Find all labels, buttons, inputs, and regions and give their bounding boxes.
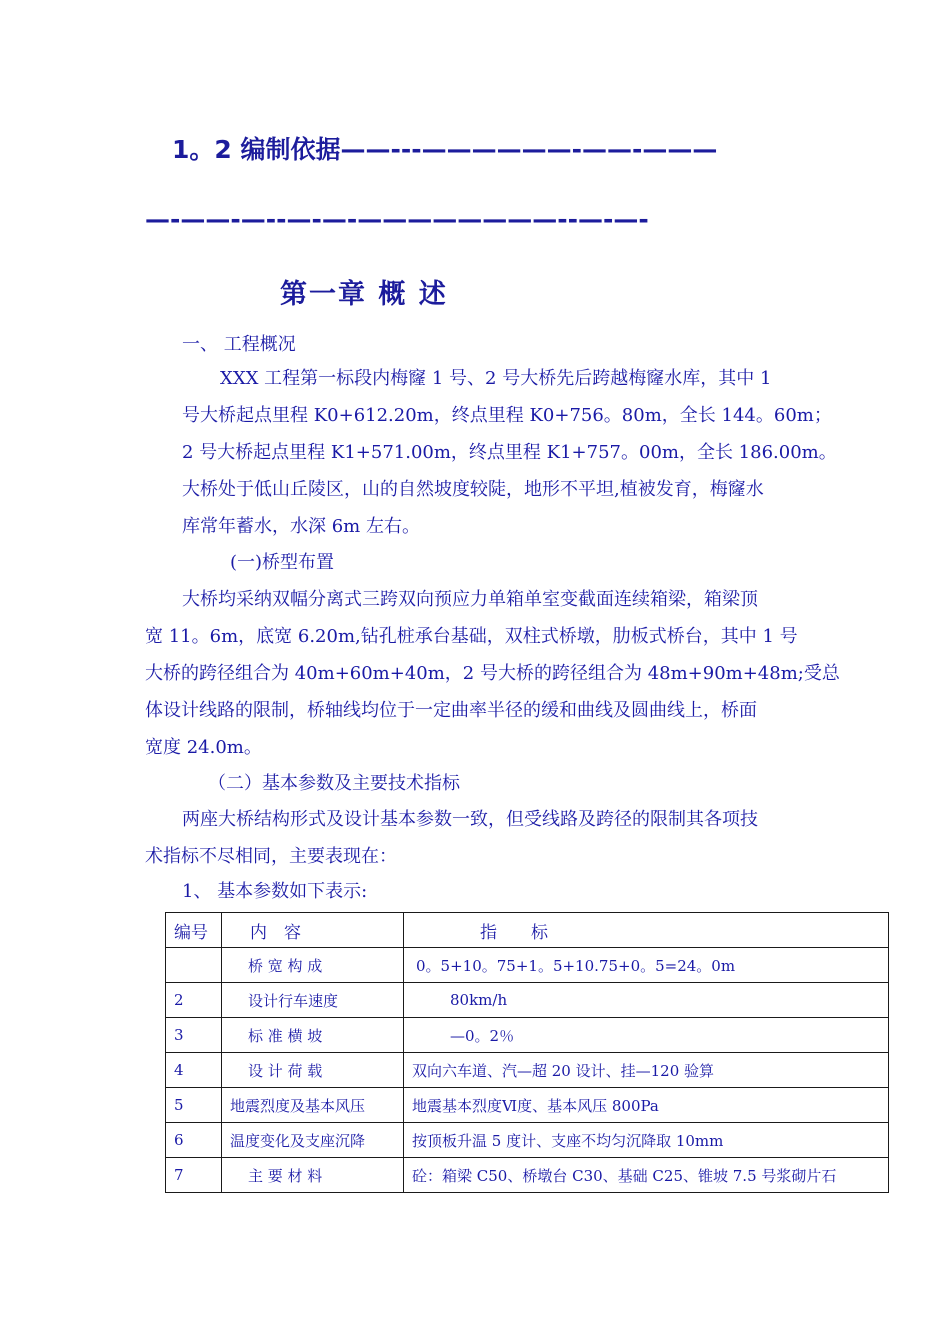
paragraph-line: 库常年蓄水，水深 6m 左右。	[182, 516, 420, 537]
toc-entry-line-1[interactable]: 1。2 编制依据——---——————-——-———	[172, 135, 718, 164]
paragraph-line: 2 号大桥起点里程 K1+571.00m，终点里程 K1+757。00m，全长 186.00m。	[182, 442, 837, 463]
paragraph-line: 体设计线路的限制，桥轴线均位于一定曲率半径的缓和曲线及圆曲线上，桥面	[145, 700, 757, 721]
cell-number: 3	[166, 1018, 222, 1053]
paragraph-line: 大桥均采纳双幅分离式三跨双向预应力单箱单室变截面连续箱梁，箱梁顶	[182, 589, 758, 610]
table-row	[166, 1088, 889, 1123]
subsection-heading: （二）基本参数及主要技术指标	[208, 773, 460, 794]
cell-value: —0。2％	[404, 1018, 889, 1053]
paragraph-line: 大桥的跨径组合为 40m+60m+40m，2 号大桥的跨径组合为 48m+90m+48m;受总	[145, 663, 840, 684]
table-row	[166, 1053, 889, 1088]
cell-content: 标 准 横 坡	[222, 1018, 404, 1053]
section-heading: 一、 工程概况	[182, 334, 296, 355]
cell-value: 0。5+10。75+1。5+10.75+0。5=24。0m	[404, 948, 889, 983]
paragraph-line: XXX 工程第一标段内梅窿 1 号、2 号大桥先后跨越梅窿水库，其中 1	[220, 368, 772, 389]
cell-number	[166, 948, 222, 983]
paragraph-line: 号大桥起点里程 K0+612.20m，终点里程 K0+756。80m，全长 144。60m；	[182, 405, 832, 426]
table-row	[166, 1123, 889, 1158]
chapter-title: 第一章 概 述	[280, 279, 448, 310]
table-row	[166, 948, 889, 983]
cell-value: 按顶板升温 5 度计、支座不均匀沉降取 10mm	[404, 1123, 889, 1158]
table-header-row	[166, 913, 889, 948]
table-row	[166, 1158, 889, 1193]
paragraph-line: 宽度 24.0m。	[145, 737, 262, 758]
cell-number: 7	[166, 1158, 222, 1193]
toc-entry-line-2[interactable]: —-——-—--—-—-————————--—-—-	[145, 205, 649, 234]
paragraph-line: 两座大桥结构形式及设计基本参数一致，但受线路及跨径的限制其各项技	[182, 809, 758, 830]
subsection-heading: (一)桥型布置	[230, 552, 335, 573]
cell-content: 桥 宽 构 成	[222, 948, 404, 983]
cell-content: 地震烈度及基本风压	[222, 1088, 404, 1123]
cell-value: 80km/h	[404, 983, 889, 1018]
cell-value: 地震基本烈度Ⅵ度、基本风压 800Pa	[404, 1088, 889, 1123]
cell-content: 温度变化及支座沉降	[222, 1123, 404, 1158]
header-indicator: 指 标	[404, 913, 889, 948]
paragraph-line: 宽 11。6m，底宽 6.20m,钻孔桩承台基础，双柱式桥墩，肋板式桥台，其中 1 号	[145, 626, 798, 647]
cell-value: 双向六车道、汽—超 20 设计、挂—120 验算	[404, 1053, 889, 1088]
cell-value: 砼：箱梁 C50、桥墩台 C30、基础 C25、锥坡 7.5 号浆砌片石	[404, 1158, 889, 1193]
cell-content: 主 要 材 料	[222, 1158, 404, 1193]
cell-number: 2	[166, 983, 222, 1018]
cell-number: 5	[166, 1088, 222, 1123]
table-row	[166, 1018, 889, 1053]
cell-number: 4	[166, 1053, 222, 1088]
list-item-heading: 1、 基本参数如下表示:	[182, 881, 368, 902]
paragraph-line: 大桥处于低山丘陵区，山的自然坡度较陡，地形不平坦,植被发育，梅窿水	[182, 479, 764, 500]
cell-content: 设 计 荷 载	[222, 1053, 404, 1088]
cell-number: 6	[166, 1123, 222, 1158]
header-content: 内 容	[222, 913, 404, 948]
cell-content: 设计行车速度	[222, 983, 404, 1018]
header-number: 编号	[166, 913, 222, 948]
paragraph-line: 术指标不尽相同，主要表现在：	[145, 846, 397, 867]
parameter-table	[165, 912, 889, 1193]
table-row	[166, 983, 889, 1018]
